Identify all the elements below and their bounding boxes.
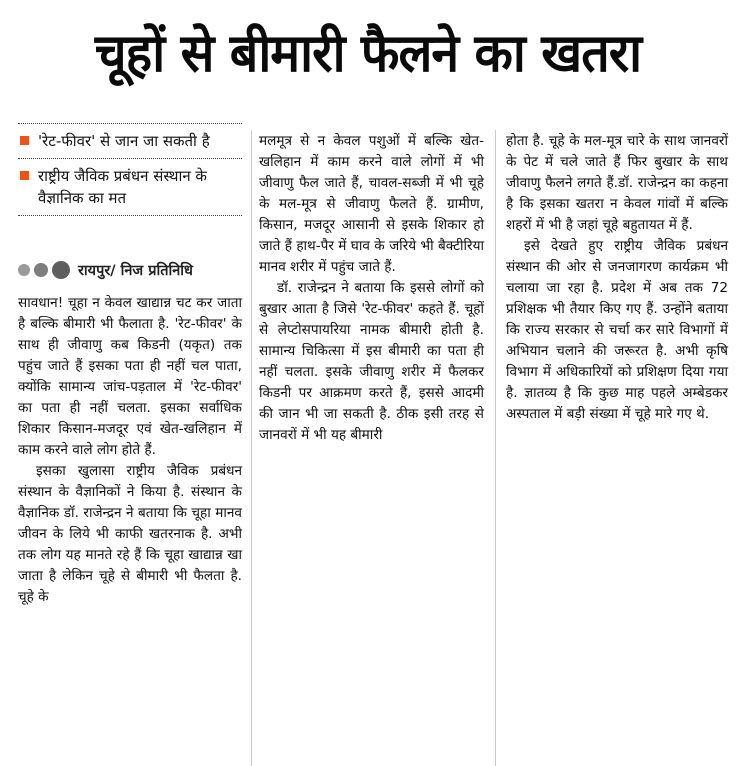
column-divider (495, 130, 496, 766)
byline-text: रायपुर/ निज प्रतिनिधि (78, 263, 193, 279)
paragraph: मलमूत्र से न केवल पशुओं में बल्कि खेत-खलिहान में काम करने वाले लोगों में भी जीवाणु फैल जाते हैं, चावल-सब्जी में भी चूहे के मल-मूत्र से जीवाणु फैलते हैं. ग्रामीण, किसान, मजदूर आसानी से इसके शिकार हो जाते हैं हाथ-पैर में घाव के जरिये भी बैक्टीरिया मानव शरीर में पहुंच जाते हैं. (259, 133, 484, 275)
dot-icon (34, 263, 48, 277)
dotted-rule-mid (18, 158, 242, 159)
highlight-text: राष्ट्रीय जैविक प्रबंधन संस्थान के वैज्ञानिक का मत (38, 167, 207, 207)
article-column-1 (18, 293, 242, 608)
highlight-item (18, 165, 242, 209)
dotted-rule-bottom (18, 215, 242, 216)
paragraph: डॉ. राजेन्द्रन ने बताया कि इससे लोगों को बुखार आता है जिसे 'रेट-फीवर' कहते हैं. चूहों से लेप्टोसपायरिया नामक बीमारी होती है. सामान्य चिकित्सा में इस बीमारी का पता ही नहीं चलता. इसके जीवाणु शरीर में फैलकर किडनी पर आक्रमण करते हैं, इससे आदमी की जान भी जा सकती है. ठीक इसी तरह से जानवरों में भी यह बीमारी (259, 280, 484, 443)
paragraph: इसका खुलासा राष्ट्रीय जैविक प्रबंधन संस्थान के वैज्ञानिकों ने किया है. संस्थान के वैज्ञानिक डॉ. राजेन्द्रन ने बताया कि चूहा मानव जीवन के लिये भी काफी खतरनाक है. अभी तक लोग यह मानते रहे हैं कि चूहा खाद्यान्न खा जाता है लेकिन चूहे से बीमारी भी फैलता है. चूहे के (18, 463, 242, 605)
dotted-rule-top (18, 123, 242, 124)
headline: चूहों से बीमारी फैलने का खतरा (94, 22, 642, 84)
dot-icon (52, 261, 70, 279)
article-column-3 (506, 131, 728, 425)
paragraph: होता है. चूहे के मल-मूत्र चारे के साथ जानवरों के पेट में चले जाते हैं फिर बुखार के साथ जीवाणु फैलने लगते हैं.डॉ. राजेन्द्रन का कहना है कि इसका खतरा न केवल गांवों में बल्कि शहरों में भी है जहां चूहे बहुतायत में हैं. (506, 133, 728, 233)
byline (18, 259, 242, 283)
article-column-2 (259, 131, 484, 446)
paragraph: सावधान! चूहा न केवल खाद्यान्न चट कर जाता है बल्कि बीमारी भी फैलाता है. 'रेट-फीवर' के साथ ही जीवाणु कब किडनी (यकृत) तक पहुंच जाते हैं इसका पता ही नहीं चल पाता, क्योंकि सामान्य जांच-पड़ताल में 'रेट-फीवर' का पता ही नहीं चलता. इसका सर्वाधिक शिकार किसान-मजदूर एवं खेत-खलिहान में काम करने वाले लोग होते हैं. (18, 295, 242, 458)
dot-icon (18, 264, 30, 276)
highlight-item (18, 130, 242, 152)
column-divider (251, 130, 252, 766)
paragraph: इसे देखते हुए राष्ट्रीय जैविक प्रबंधन संस्थान की ओर से जनजागरण कार्यक्रम भी चलाया जा रहा है. प्रदेश में अब तक 72 प्रशिक्षक भी तैयार किए गए हैं. उन्होंने बताया कि राज्य सरकार से चर्चा कर सारे विभागों में अभियान चलाने की जरूरत है. अभी कृषि विभाग में अधिकारियों को प्रशिक्षण दिया गया है. ज्ञातव्य है कि कुछ माह पहले अम्बेडकर अस्पताल में बड़ी संख्या में चूहे मारे गए थे. (506, 238, 728, 422)
bullet-square-icon (20, 171, 29, 180)
highlights-box (18, 123, 242, 216)
highlight-text: 'रेट-फीवर' से जान जा सकती है (38, 132, 210, 150)
bullet-square-icon (20, 136, 29, 145)
